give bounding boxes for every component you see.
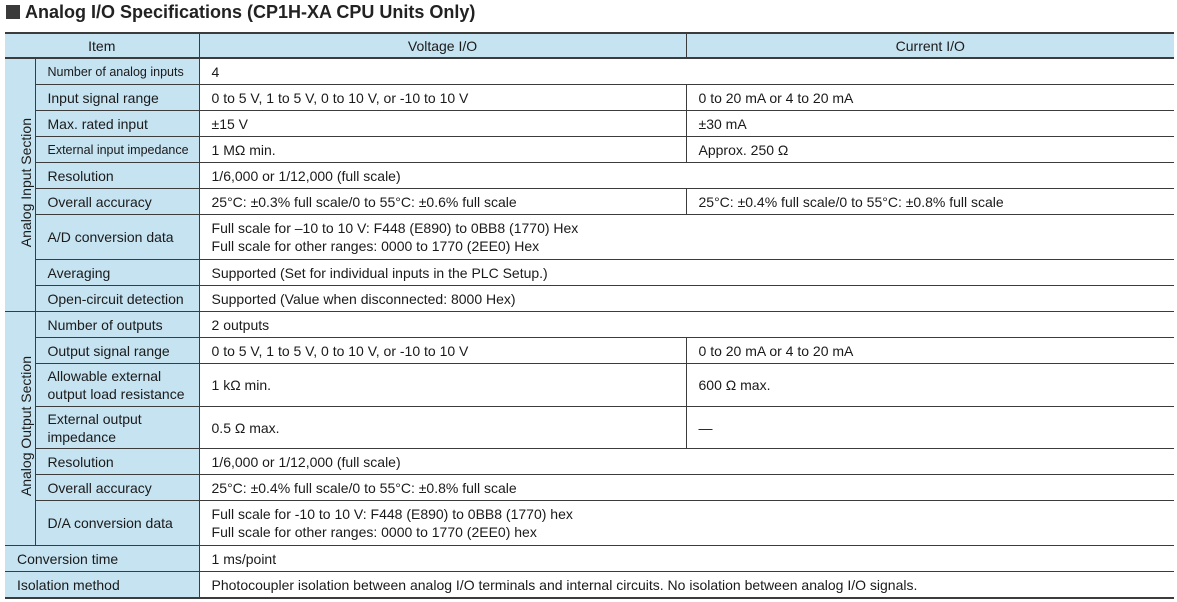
cell-value: 2 outputs xyxy=(199,312,1174,338)
table-row xyxy=(5,407,1174,449)
cell-line: Full scale for –10 to 10 V: F448 (E890) to 0BB8 (1770) Hex xyxy=(211,220,579,236)
row-label: Conversion time xyxy=(5,546,199,572)
table-row xyxy=(5,58,1174,85)
cell-value xyxy=(199,501,1174,546)
header-row xyxy=(5,33,1174,58)
row-label: D/A conversion data xyxy=(35,501,199,546)
header-current: Current I/O xyxy=(686,33,1174,58)
title-text: Analog I/O Specifications (CP1H-XA CPU Units Only) xyxy=(25,1,476,22)
cell-voltage: 0 to 5 V, 1 to 5 V, 0 to 10 V, or -10 to 10 V xyxy=(199,338,686,364)
section-label-output: Analog Output Section xyxy=(5,312,35,546)
cell-voltage: 1 kΩ min. xyxy=(199,364,686,407)
row-label: Input signal range xyxy=(35,85,199,111)
row-label: Output signal range xyxy=(35,338,199,364)
page-title xyxy=(6,1,475,23)
row-label-line: Allowable external xyxy=(47,368,162,384)
header-item: Item xyxy=(5,33,199,58)
cell-value: Supported (Set for individual inputs in the PLC Setup.) xyxy=(199,260,1174,286)
row-label: Max. rated input xyxy=(35,111,199,137)
cell-current: 600 Ω max. xyxy=(686,364,1174,407)
table-row xyxy=(5,338,1174,364)
cell-current: 0 to 20 mA or 4 to 20 mA xyxy=(686,85,1174,111)
table-row xyxy=(5,163,1174,189)
cell-line: Full scale for -10 to 10 V: F448 (E890) to 0BB8 (1770) hex xyxy=(211,506,573,522)
table-row xyxy=(5,215,1174,260)
row-label: Resolution xyxy=(35,163,199,189)
section-label-input: Analog Input Section xyxy=(5,58,35,312)
cell-current: — xyxy=(686,407,1174,449)
cell-value: Photocoupler isolation between analog I/O terminals and internal circuits. No isolation between analog I/O signals. xyxy=(199,572,1174,599)
table-row xyxy=(5,364,1174,407)
cell-value: 1/6,000 or 1/12,000 (full scale) xyxy=(199,449,1174,475)
row-label: Number of analog inputs xyxy=(35,58,199,85)
row-label: Overall accuracy xyxy=(35,189,199,215)
table-row xyxy=(5,286,1174,312)
cell-line: Full scale for other ranges: 0000 to 1770 (2EE0) Hex xyxy=(211,238,540,254)
table-row xyxy=(5,260,1174,286)
cell-value: 1/6,000 or 1/12,000 (full scale) xyxy=(199,163,1174,189)
table-row xyxy=(5,312,1174,338)
cell-voltage: 0 to 5 V, 1 to 5 V, 0 to 10 V, or -10 to 10 V xyxy=(199,85,686,111)
row-label-line: impedance xyxy=(47,428,116,445)
table-row xyxy=(5,572,1174,599)
header-voltage: Voltage I/O xyxy=(199,33,686,58)
cell-line: Full scale for other ranges: 0000 to 1770 (2EE0) hex xyxy=(211,524,537,540)
row-label-line: output load resistance xyxy=(47,386,185,402)
cell-value: Supported (Value when disconnected: 8000 Hex) xyxy=(199,286,1174,312)
cell-voltage: ±15 V xyxy=(199,111,686,137)
cell-value: 1 ms/point xyxy=(199,546,1174,572)
row-label: External input impedance xyxy=(35,137,199,163)
row-label xyxy=(35,364,199,407)
row-label: Averaging xyxy=(35,260,199,286)
cell-value: 25°C: ±0.4% full scale/0 to 55°C: ±0.8% full scale xyxy=(199,475,1174,501)
cell-value xyxy=(199,215,1174,260)
row-label: Open-circuit detection xyxy=(35,286,199,312)
cell-voltage: 25°C: ±0.3% full scale/0 to 55°C: ±0.6% full scale xyxy=(199,189,686,215)
table-row xyxy=(5,449,1174,475)
cell-current: Approx. 250 Ω xyxy=(686,137,1174,163)
row-label-line: External output xyxy=(47,410,142,427)
cell-current: ±30 mA xyxy=(686,111,1174,137)
row-label xyxy=(35,407,199,449)
row-label: Overall accuracy xyxy=(35,475,199,501)
row-label: Resolution xyxy=(35,449,199,475)
cell-value: 4 xyxy=(199,58,1174,85)
table-row xyxy=(5,189,1174,215)
row-label: Number of outputs xyxy=(35,312,199,338)
cell-voltage: 0.5 Ω max. xyxy=(199,407,686,449)
spec-table xyxy=(5,32,1174,599)
table-row xyxy=(5,501,1174,546)
table-row xyxy=(5,475,1174,501)
table-row xyxy=(5,546,1174,572)
table-row xyxy=(5,85,1174,111)
row-label: Isolation method xyxy=(5,572,199,599)
cell-current: 25°C: ±0.4% full scale/0 to 55°C: ±0.8% full scale xyxy=(686,189,1174,215)
table-row xyxy=(5,137,1174,163)
square-bullet-icon xyxy=(6,5,20,19)
table-row xyxy=(5,111,1174,137)
cell-voltage: 1 MΩ min. xyxy=(199,137,686,163)
cell-current: 0 to 20 mA or 4 to 20 mA xyxy=(686,338,1174,364)
row-label: A/D conversion data xyxy=(35,215,199,260)
